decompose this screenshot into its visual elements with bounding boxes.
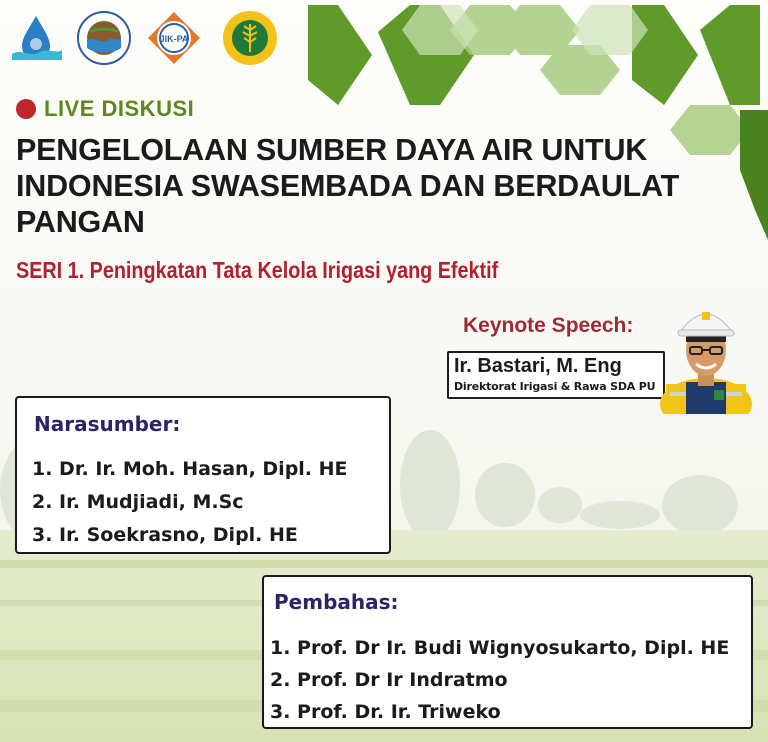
national-irrigation-committee-logo-icon — [222, 10, 278, 66]
water-drop-logo-icon — [8, 10, 64, 66]
pembahas-item: 2. Prof. Dr Ir Indratmo — [270, 669, 508, 691]
event-title: PENGELOLAAN SUMBER DAYA AIR UNTUK INDONESIA SWASEMBADA DAN BERDAULAT PANGAN — [16, 133, 680, 239]
live-discussion-badge — [16, 96, 194, 122]
series-subtitle: SERI 1. Peningkatan Tata Kelola Irigasi yang Efektif — [16, 257, 499, 283]
pembahas-item: 1. Prof. Dr Ir. Budi Wignyosukarto, Dipl. HE — [270, 637, 730, 659]
water-resources-association-logo-icon — [76, 10, 132, 66]
pembahas-panel — [262, 575, 753, 729]
keynote-speaker-photo — [656, 292, 756, 414]
keynote-speaker-card — [447, 351, 665, 399]
narasumber-panel — [15, 396, 391, 554]
pembahas-heading: Pembahas: — [274, 590, 399, 614]
narasumber-item: 3. Ir. Soekrasno, Dipl. HE — [32, 524, 298, 546]
keynote-speaker-name: Ir. Bastari, M. Eng — [454, 355, 622, 377]
narasumber-item: 1. Dr. Ir. Moh. Hasan, Dipl. HE — [32, 458, 348, 480]
live-label: LIVE DISKUSI — [44, 96, 195, 121]
pembahas-item: 3. Prof. Dr. Ir. Triweko — [270, 701, 501, 723]
keynote-speaker-role: Direktorat Irigasi & Rawa SDA PU — [454, 380, 656, 393]
keynote-label: Keynote Speech: — [463, 314, 634, 337]
live-dot-icon — [16, 99, 36, 119]
narasumber-heading: Narasumber: — [34, 412, 181, 436]
jik-pa-logo-icon — [146, 10, 202, 66]
svg-text:JIK-PA: JIK-PA — [159, 34, 189, 44]
narasumber-item: 2. Ir. Mudjiadi, M.Sc — [32, 491, 244, 513]
